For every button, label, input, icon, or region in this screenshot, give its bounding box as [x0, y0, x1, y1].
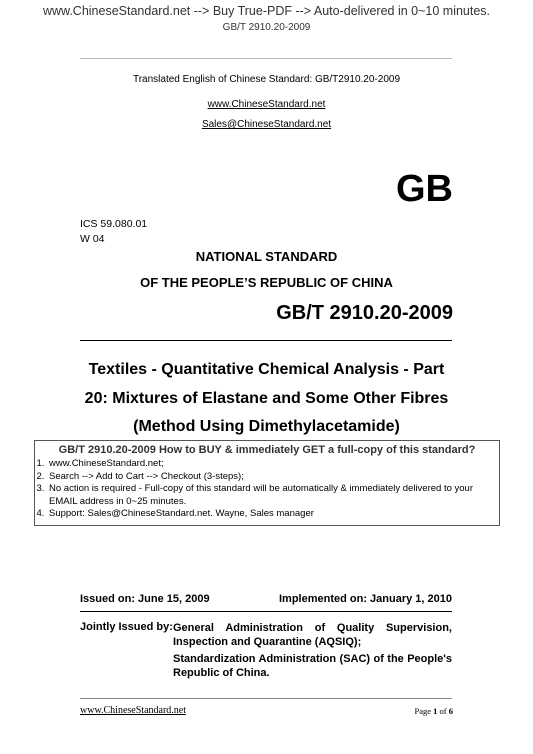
email-link[interactable]: Sales@ChineseStandard.net	[201, 119, 332, 130]
title-line-1: Textiles - Quantitative Chemical Analysis - Part	[88, 361, 445, 378]
ics-code: ICS 59.080.01	[80, 218, 148, 230]
page-prefix: Page	[414, 706, 432, 716]
page-current: 1	[433, 706, 438, 716]
buy-step: 3. No action is required - Full-copy of this standard will be automatically & immediately delivered to your EMAIL address in 0~25 minutes.	[47, 483, 499, 508]
banner-line-1: www.ChineseStandard.net --> Buy True-PDF --> Auto-delivered in 0~10 minutes.	[42, 4, 491, 18]
national-standard-heading: NATIONAL STANDARD	[195, 249, 338, 264]
buy-info-box	[34, 440, 500, 526]
jointly-issued-label: Jointly Issued by:	[80, 621, 173, 633]
w-code: W 04	[80, 233, 105, 245]
page-number	[415, 706, 454, 716]
footer-divider	[80, 698, 452, 699]
title-line-2: 20: Mixtures of Elastane and Some Other Fibres	[84, 389, 449, 407]
dates-divider	[80, 611, 452, 612]
buy-step: 4. Support: Sales@ChineseStandard.net. Wayne, Sales manager	[47, 508, 499, 521]
prc-heading: OF THE PEOPLE’S REPUBLIC OF CHINA	[140, 275, 393, 290]
implemented-date: Implemented on: January 1, 2010	[279, 593, 453, 605]
header-divider	[80, 58, 452, 59]
standard-number: GB/T 2910.20-2009	[276, 302, 453, 324]
translated-line: Translated English of Chinese Standard: GB/T2910.20-2009	[132, 74, 401, 85]
buy-step: 2. Search --> Add to Cart --> Checkout (3-steps);	[47, 471, 499, 484]
title-divider	[80, 340, 452, 341]
page-total: 6	[448, 706, 453, 716]
footer-site-link[interactable]: www.ChineseStandard.net	[80, 705, 186, 716]
issuer-line: Standardization Administration (SAC) of the People's	[173, 653, 452, 665]
issuers-block	[173, 621, 452, 680]
issuer-line: Inspection and Quarantine (AQSIQ);	[173, 636, 362, 648]
issuer-line: General Administration of Quality Supervision,	[173, 622, 452, 634]
buy-step: 1. www.ChineseStandard.net;	[47, 458, 499, 471]
classification-block	[80, 217, 147, 247]
buy-box-heading: GB/T 2910.20-2009 How to BUY & immediately GET a full-copy of this standard?	[58, 444, 476, 456]
issuer-line: Republic of China.	[173, 667, 270, 679]
page-of: of	[439, 706, 447, 716]
document-title	[0, 356, 533, 442]
issued-date: Issued on: June 15, 2009	[80, 593, 210, 605]
banner-line-2: GB/T 2910.20-2009	[222, 22, 311, 33]
email-link-row	[0, 114, 533, 132]
website-link-row	[0, 94, 533, 112]
gb-mark: GB	[396, 168, 453, 210]
website-link[interactable]: www.ChineseStandard.net	[207, 99, 326, 110]
buy-steps-list	[35, 458, 499, 521]
title-line-3: (Method Using Dimethylacetamide)	[133, 418, 400, 435]
